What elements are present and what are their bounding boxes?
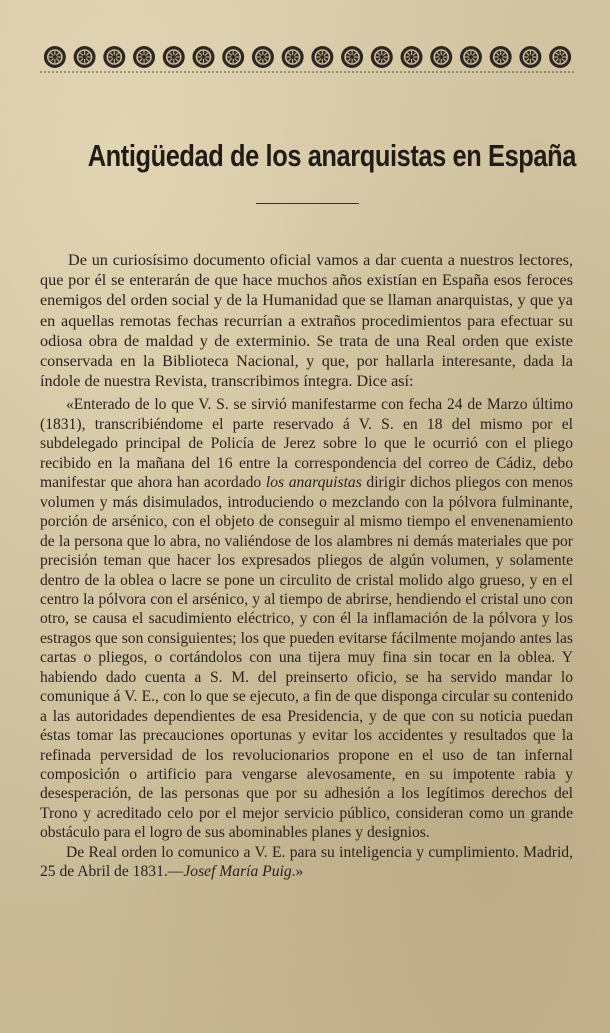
intro-paragraph: De un curiosísimo documento oficial vamos a dar cuenta a nuestros lectores, que por él se enterarán de que hace muchos años existían en España esos feroces enemigos del orden social y de la Humanidad que se llaman anarquistas, y que ya en aquellas remotas fechas recurrían a extraños procedimientos para efectuar su odiosa obra de maldad y de exterminio. Se trata de una Real orden que existe conservada en la Biblioteca Nacional, y que, por hallarla interesante, dada la índole de nuestra Revista, transcribimos íntegra. Dice así: <box>40 251 573 391</box>
quote-text-rest: dirigir dichos pliegos con menos volumen y más disimulados, introduciendo o mezclando con la pólvora fulminante, porción de arsénico, con el objeto de conseguir al mismo tiempo el envenenamiento de la persona que lo abra, no valiéndose de los alambres ni demás materiales que por precisión teman que hacer los expresados pliegos de algún volumen, y solamente dentro de la oblea o lacre se pone un circulito de cristal molido algo grueso, y en el centro la pólvora con el arsénico, y al tiempo de abrirse, hendiendo el cristal uno con otro, se causa el sacudimiento eléctrico, y con él la inflamación de la pólvora y los estragos que son consiguientes; los que pueden evitarse fácilmente mojando antes las cartas o pliegos, o cortándolos con una tijera muy fina sin tocar en la oblea. Y habiendo dado cuenta a S. M. del preinserto oficio, se ha servido mandar lo comunique á V. E., con lo que se ejecuto, a fin de que disponga circular su contenido a las autoridades dependientes de esa Presidencia, y de que con su noticia puedan éstas tomar las precauciones oportunas y evitar los accidentes y resultados que la refinada perversidad de los revolucionarios propone en el uso de tan infernal composición o artificio para vengarse alevosamente, en su impotente rabia y desesperación, de las personas que por su adhesión a los legítimos derechos del Trono y acreditado celo por el mejor servicio público, consideran como un grande obstáculo para el logro de sus abominables planes y designios. <box>40 474 573 842</box>
title-divider <box>256 203 359 204</box>
ornament-rosette <box>163 46 185 68</box>
ornament-rosette <box>401 46 423 68</box>
ornament-rosette <box>74 46 96 68</box>
article-title: Antigüedad de los anarquistas en España <box>87 138 576 173</box>
ornament-rosette <box>549 46 571 68</box>
ornament-rosette <box>133 46 155 68</box>
article-body <box>40 250 573 882</box>
ornament-rosette <box>371 46 393 68</box>
ornament-rosette <box>430 46 452 68</box>
ornament-rosette <box>311 46 333 68</box>
closing-paragraph <box>40 843 573 882</box>
ornament-rosette <box>460 46 482 68</box>
ornament-rosette <box>519 46 541 68</box>
ornament-rosette <box>103 46 125 68</box>
closing-text: De Real orden lo comunico a V. E. para su inteligencia y cumplimiento. Madrid, 25 de Abril de 1831.— <box>40 843 573 881</box>
ornament-rosette <box>341 46 363 68</box>
quote-emphasis: los anarquistas <box>265 474 362 492</box>
ornament-pattern <box>40 40 575 76</box>
signature: Josef María Puig <box>183 863 292 881</box>
ornament-rosette <box>192 46 214 68</box>
royal-order-quote <box>40 395 573 842</box>
ornamental-border <box>40 40 575 76</box>
quote-text-start: «Enterado de lo que V. S. se sirvió manifestarme con fecha 24 de Marzo último (1831), transcribiéndome el parte reservado á V. S. en 18 del mismo por el subdelegado principal de Policía de Jerez sobre lo que le ocurrió con el pliego recibido en la mañana del 16 entre la correspondencia del correo de Cádiz, debo manifestar que ahora han acordado <box>40 396 573 492</box>
ornament-rosette <box>490 46 512 68</box>
ornament-rosette <box>282 46 304 68</box>
ornament-rosette <box>252 46 274 68</box>
ornament-rosette <box>44 46 66 68</box>
ornament-rosette <box>222 46 244 68</box>
closing-end: .» <box>291 863 304 881</box>
